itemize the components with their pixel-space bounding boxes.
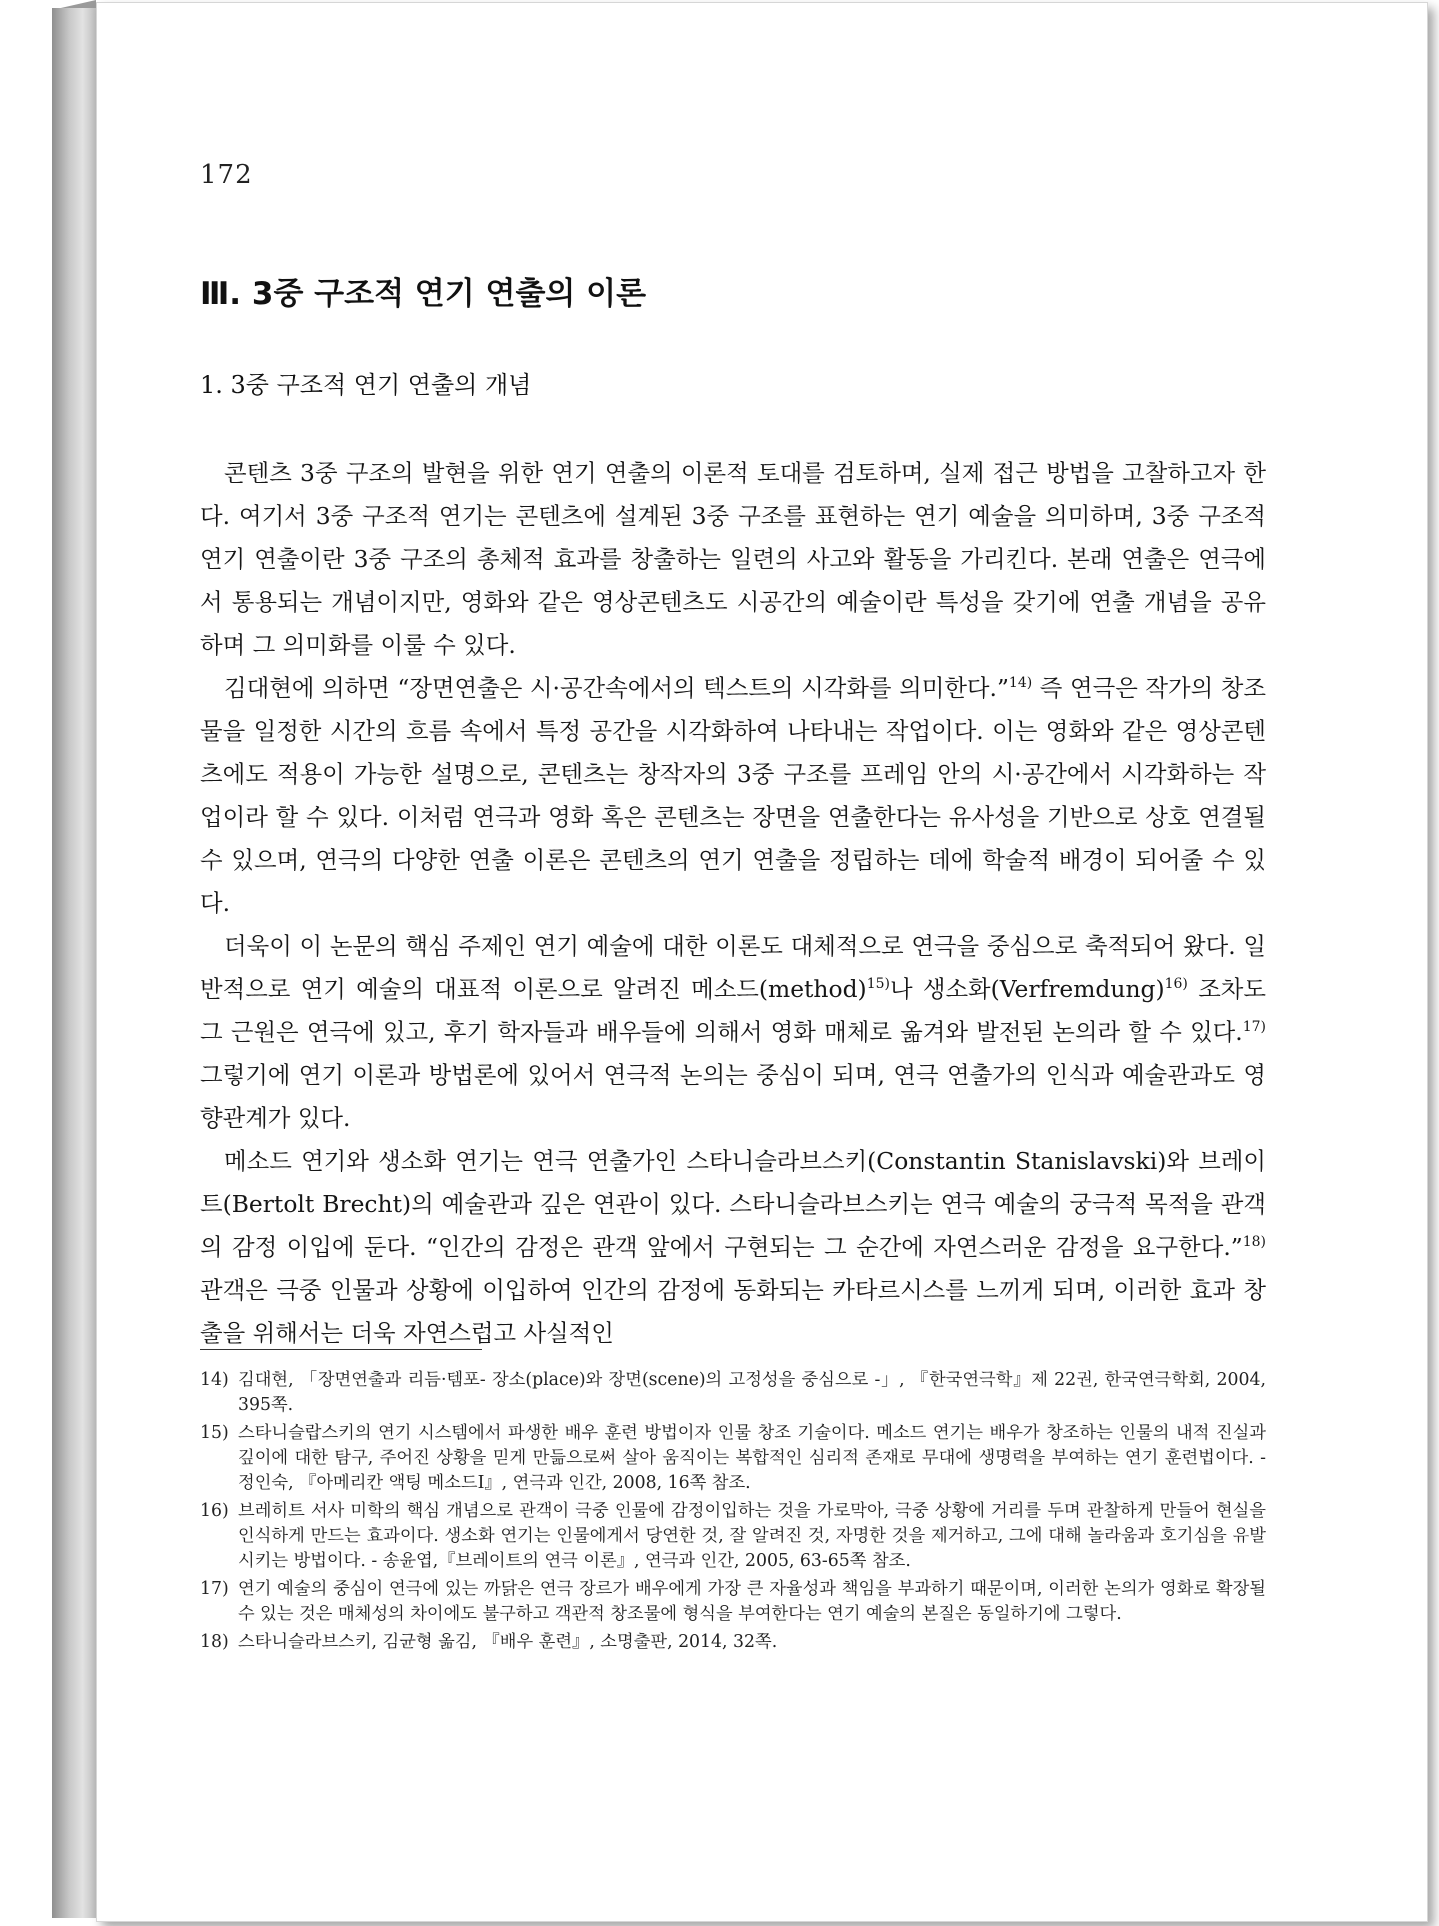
footnote-ref-18[interactable]: 18): [1242, 1234, 1266, 1251]
footnote-text: 김대현, 「장면연출과 리듬·템포- 장소(place)와 장면(scene)의 고정성을 중심으로 -」, 『한국연극학』제 22권, 한국연극학회, 2004, 395쪽.: [238, 1370, 1266, 1415]
footnote-text: 연기 예술의 중심이 연극에 있는 까닭은 연극 장르가 배우에게 가장 큰 자율성과 책임을 부과하기 때문이며, 이러한 논의가 영화로 확장될 수 있는 것은 매체성의 차이에도 불구하고 객관적 창조물에 형식을 부여한다는 연기 예술의 본질은 동일하기에 그렇다.: [238, 1579, 1266, 1624]
footnote-16: [200, 1499, 1266, 1574]
paragraph: [200, 452, 1266, 667]
page-number: 172: [200, 160, 253, 190]
footnote-mark: 17): [200, 1579, 229, 1599]
footnote-text: 브레히트 서사 미학의 핵심 개념으로 관객이 극중 인물에 감정이입하는 것을 가로막아, 극중 상황에 거리를 두며 관찰하게 만들어 현실을 인식하게 만드는 효과이다. 생소화 연기는 인물에게서 당연한 것, 잘 알려진 것, 자명한 것을 제거하고, 그에 대해 놀라움과 호기심을 유발시키는 방법이다. - 송윤엽,『브레이트의 연극 이론』, 연극과 인간, 2005, 63-65쪽 참조.: [238, 1501, 1266, 1571]
section-heading: Ⅲ. 3중 구조적 연기 연출의 이론: [200, 276, 647, 312]
footnote-ref-15[interactable]: 15): [866, 976, 890, 993]
footnote-divider: [200, 1349, 482, 1350]
footnote-ref-14[interactable]: 14): [1008, 675, 1033, 692]
paragraph-text: 조차도 그 근원은 연극에 있고, 후기 학자들과 배우들에 의해서 영화 매체로 옮겨와 발전된 논의라 할 수 있다.: [200, 975, 1266, 1046]
footnote-text: 스타니슬라브스키, 김균형 옮김, 『배우 훈련』, 소명출판, 2014, 32쪽.: [238, 1632, 778, 1652]
footnote-18: [200, 1630, 1266, 1655]
paragraph-text: 그렇기에 연기 이론과 방법론에 있어서 연극적 논의는 중심이 되며, 연극 연출가의 인식과 예술관과도 영향관계가 있다.: [200, 1061, 1266, 1132]
paragraph-text: 나 생소화(Verfremdung): [889, 975, 1165, 1003]
footnote-17: [200, 1577, 1266, 1627]
paragraph: [200, 925, 1266, 1140]
paragraph: [200, 1140, 1266, 1355]
footnote-text: 스타니슬랍스키의 연기 시스템에서 파생한 배우 훈련 방법이자 인물 창조 기술이다. 메소드 연기는 배우가 창조하는 인물의 내적 진실과 깊이에 대한 탐구, 주어진 상황을 믿게 만듦으로써 살아 움직이는 복합적인 심리적 존재로 무대에 생명력을 부여하는 연기 훈련법이다. - 정인숙, 『아메리칸 액팅 메소드Ⅰ』, 연극과 인간, 2008, 16쪽 참조.: [238, 1423, 1266, 1493]
book-spine: [52, 8, 96, 1918]
paragraph-text: 김대현에 의하면 “장면연출은 시·공간속에서의 텍스트의 시각화를 의미한다.”: [224, 674, 1009, 702]
paragraph-text: 즉 연극은 작가의 창조물을 일정한 시간의 흐름 속에서 특정 공간을 시각화하여 나타내는 작업이다. 이는 영화와 같은 영상콘텐츠에도 적용이 가능한 설명으로, 콘텐츠는 창작자의 3중 구조를 프레임 안의 시·공간에서 시각화하는 작업이라 할 수 있다. 이처럼 연극과 영화 혹은 콘텐츠는 장면을 연출한다는 유사성을 기반으로 상호 연결될 수 있으며, 연극의 다양한 연출 이론은 콘텐츠의 연기 연출을 정립하는 데에 학술적 배경이 되어줄 수 있다.: [200, 674, 1266, 917]
footnote-ref-17[interactable]: 17): [1242, 1019, 1266, 1036]
footnote-mark: 15): [200, 1423, 229, 1443]
footnotes: [200, 1368, 1266, 1658]
subsection-heading: 1. 3중 구조적 연기 연출의 개념: [200, 371, 532, 399]
footnote-15: [200, 1421, 1266, 1496]
footnote-14: [200, 1368, 1266, 1418]
footnote-mark: 14): [200, 1370, 229, 1390]
paragraph-text: 콘텐츠 3중 구조의 발현을 위한 연기 연출의 이론적 토대를 검토하며, 실제 접근 방법을 고찰하고자 한다. 여기서 3중 구조적 연기는 콘텐츠에 설계된 3중 구조를 표현하는 연기 예술을 의미하며, 3중 구조적 연기 연출이란 3중 구조의 총체적 효과를 창출하는 일련의 사고와 활동을 가리킨다. 본래 연출은 연극에서 통용되는 개념이지만, 영화와 같은 영상콘텐츠도 시공간의 예술이란 특성을 갖기에 연출 개념을 공유하며 그 의미화를 이룰 수 있다.: [200, 459, 1266, 659]
paragraph: [200, 667, 1266, 925]
paragraph-text: 더욱이 이 논문의 핵심 주제인 연기 예술에 대한 이론도 대체적으로 연극을 중심으로 축적되어 왔다. 일반적으로 연기 예술의 대표적 이론으로 알려진 메소드(method): [200, 932, 1266, 1003]
paragraph-text: 관객은 극중 인물과 상황에 이입하여 인간의 감정에 동화되는 카타르시스를 느끼게 되며, 이러한 효과 창출을 위해서는 더욱 자연스럽고 사실적인: [200, 1276, 1266, 1347]
footnote-mark: 18): [200, 1632, 229, 1652]
footnote-mark: 16): [200, 1501, 229, 1521]
footnote-ref-16[interactable]: 16): [1164, 976, 1188, 993]
body-text: [200, 452, 1266, 1355]
paragraph-text: 메소드 연기와 생소화 연기는 연극 연출가인 스타니슬라브스키(Constantin Stanislavski)와 브레이트(Bertolt Brecht)의 예술관과 깊은 연관이 있다. 스타니슬라브스키는 연극 예술의 궁극적 목적을 관객의 감정 이입에 둔다. “인간의 감정은 관객 앞에서 구현되는 그 순간에 자연스러운 감정을 요구한다.”: [200, 1147, 1266, 1261]
